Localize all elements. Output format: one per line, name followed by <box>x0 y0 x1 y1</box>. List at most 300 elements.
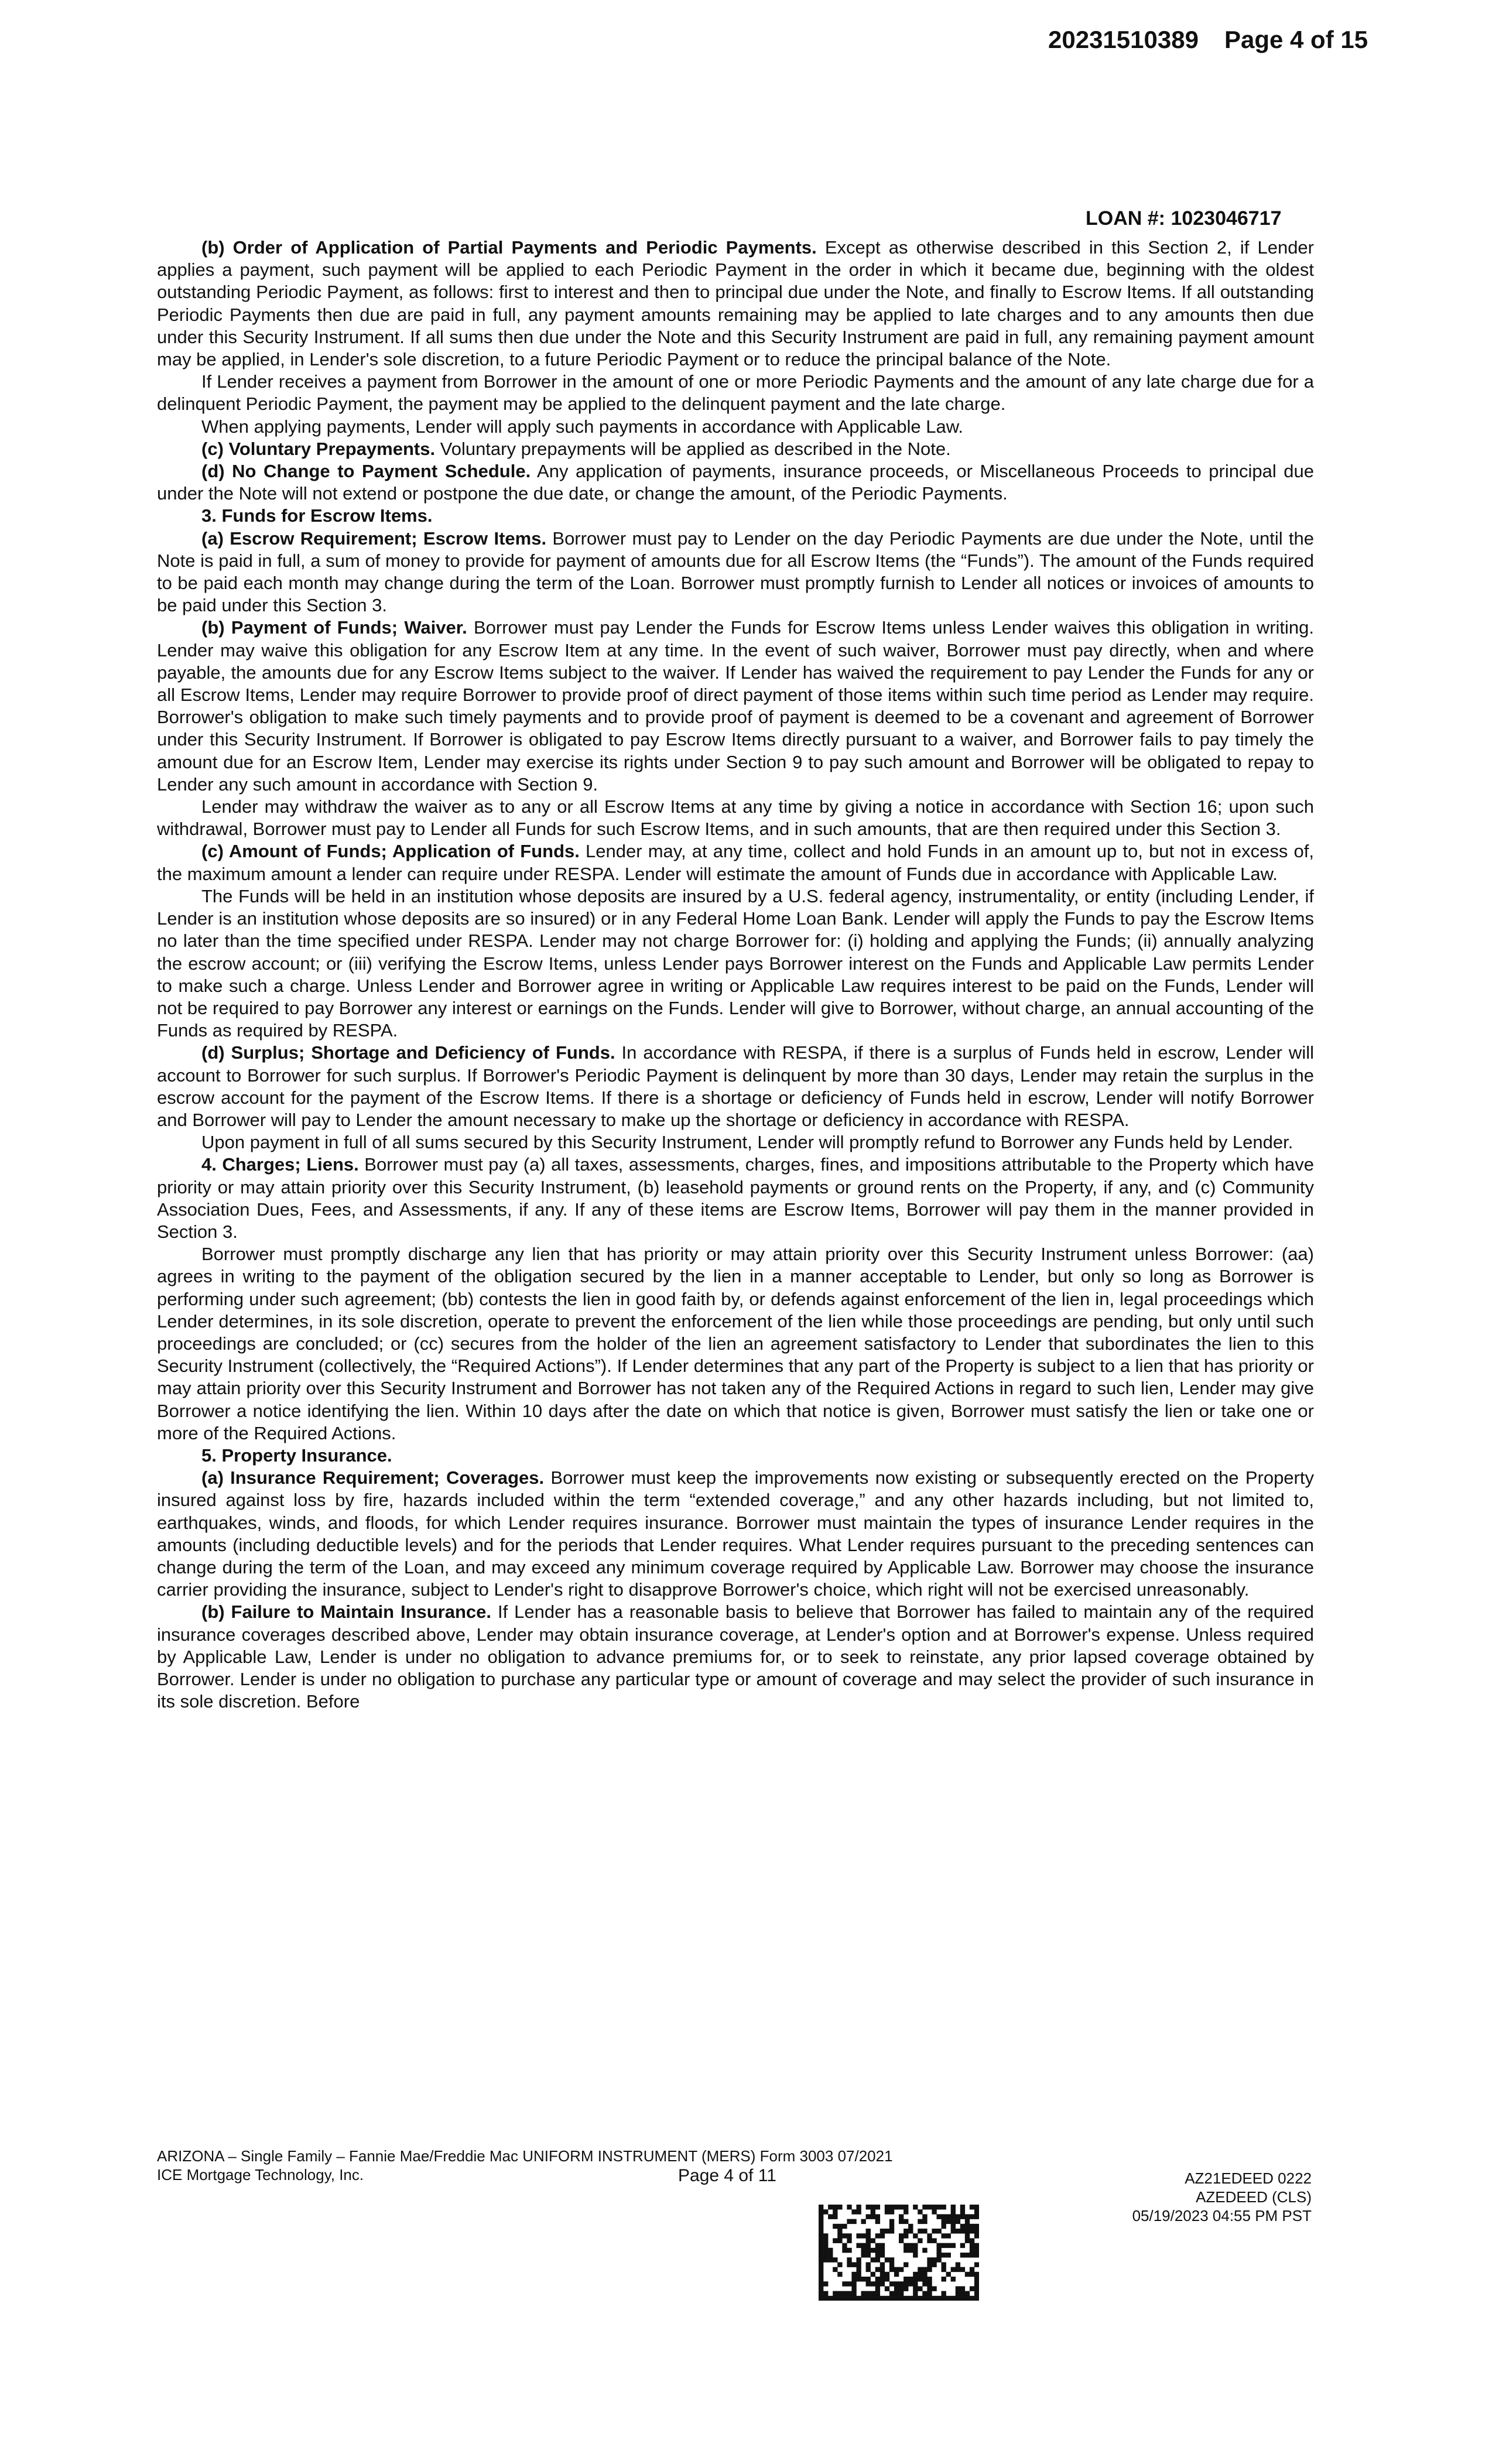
barcode-cell <box>871 2257 875 2263</box>
section-3 <box>157 505 1314 527</box>
barcode-cell <box>866 2267 871 2273</box>
recording-header <box>1048 26 1423 67</box>
barcode-cell <box>974 2262 979 2267</box>
barcode-cell <box>922 2214 927 2219</box>
barcode-cell <box>866 2233 871 2239</box>
section-heading: 5. Property Insurance. <box>201 1445 392 1466</box>
barcode-cell <box>899 2219 903 2225</box>
barcode-cell <box>908 2296 913 2301</box>
barcode-cell <box>936 2214 941 2219</box>
page-count-label: Page 4 of 15 <box>1224 26 1368 53</box>
barcode-cell <box>842 2281 847 2287</box>
barcode-cell <box>885 2205 889 2210</box>
barcode-cell <box>913 2272 918 2277</box>
barcode-cell <box>908 2229 913 2234</box>
barcode-cell <box>942 2219 946 2225</box>
barcode-cell <box>875 2205 880 2210</box>
barcode-cell <box>932 2205 936 2210</box>
barcode-cell <box>960 2286 965 2291</box>
barcode-cell <box>819 2233 823 2239</box>
barcode-cell <box>974 2209 979 2215</box>
paragraph: Borrower must promptly discharge any lien that has priority or may attain priority over this Security Instrument unless Borrower: (aa) agrees in writing to the payment of the obligation secured by the lien in a manner acceptable to Lender, but only so long as Borrower is performing under such agreement; (bb) contests the lien in good faith by, or defends against enforcement of the lien in, legal proceedings which Lender determines, in its sole discretion, operate to prevent the enforcement of the lien while those proceedings are pending, but only until such proceedings are concluded; or (cc) secures from the holder of the lien an agreement satisfactory to Lender that subordinates the lien to this Security Instrument (collectively, the “Required Actions”). If Lender determines that any part of the Property is subject to a lien that has priority or may attain priority over this Security Instrument and Borrower has not taken any of the Required Actions in regard to such lien, Lender may give Borrower a notice identifying the lien. Within 10 days after the date on which that notice is given, Borrower must satisfy the lien or take one or more of the Required Actions. <box>157 1244 1314 1443</box>
barcode-cell <box>861 2291 866 2297</box>
barcode-cell <box>951 2296 956 2301</box>
barcode-cell <box>951 2243 956 2249</box>
barcode-cell <box>899 2233 903 2239</box>
barcode-cell <box>875 2214 880 2219</box>
barcode-cell <box>974 2291 979 2297</box>
barcode-cell <box>861 2296 866 2301</box>
barcode-cell <box>837 2296 842 2301</box>
barcode-cell <box>913 2253 918 2258</box>
barcode-cell <box>942 2277 946 2282</box>
barcode-cell <box>913 2277 918 2282</box>
barcode-cell <box>970 2205 974 2210</box>
barcode-cell <box>880 2253 885 2258</box>
barcode-cell <box>974 2214 979 2219</box>
barcode-cell <box>889 2219 894 2225</box>
barcode-cell <box>970 2238 974 2243</box>
barcode-cell <box>942 2224 946 2229</box>
barcode-cell <box>889 2291 894 2297</box>
barcode-cell <box>894 2291 899 2297</box>
barcode-cell <box>974 2272 979 2277</box>
paragraph: The Funds will be held in an institution whose deposits are insured by a U.S. federal agency, instrumentality, or entity (including Lender, if Lender is an institution whose deposits are so insured) or in any Federal Home Loan Bank. Lender will apply the Funds to pay the Escrow Items no later than the time specified under RESPA. Lender may not charge Borrower for: (i) holding and applying the Funds; (ii) annually analyzing the escrow account; or (iii) verifying the Escrow Items, unless Lender pays Borrower interest on the Funds and Applicable Law permits Lender to make such a charge. Unless Lender and Borrower agree in writing or Applicable Law requires interest to be paid on the Funds, Lender will not be required to pay Borrower any interest or earnings on the Funds. Lender will give to Borrower, without charge, an annual accounting of the Funds as required by RESPA. <box>157 885 1314 1041</box>
section-3c <box>157 840 1314 885</box>
barcode-cell <box>819 2262 823 2267</box>
barcode-cell <box>889 2257 894 2263</box>
barcode-cell <box>922 2296 927 2301</box>
barcode-cell <box>913 2233 918 2239</box>
barcode-cell <box>875 2267 880 2273</box>
barcode-cell <box>866 2262 871 2267</box>
barcode-cell <box>851 2219 856 2225</box>
barcode-cell <box>951 2205 956 2210</box>
barcode-cell <box>918 2272 922 2277</box>
recording-number: 20231510389 <box>1048 26 1199 53</box>
section-heading: 3. Funds for Escrow Items. <box>201 505 433 526</box>
section-heading: (d) Surplus; Shortage and Deficiency of Funds. <box>201 1042 615 1063</box>
section-4 <box>157 1154 1314 1243</box>
barcode-cell <box>899 2286 903 2291</box>
barcode-cell <box>889 2229 894 2234</box>
paragraph: Lender may withdraw the waiver as to any or all Escrow Items at any time by giving a notice in accordance with Section 16; upon such withdrawal, Borrower must pay to Lender all Funds for such Escrow Items, and in such amounts, that are then required under this Section 3. <box>157 796 1314 840</box>
barcode-cell <box>871 2238 875 2243</box>
barcode-cell <box>932 2257 936 2263</box>
barcode-cell <box>819 2253 823 2258</box>
paragraph: If Lender receives a payment from Borrower in the amount of one or more Periodic Payments and the amount of any late charge due for a delinquent Periodic Payment, the payment may be applied to the delinquent payment and the late charge. <box>157 371 1314 415</box>
barcode-cell <box>974 2233 979 2239</box>
barcode-cell <box>889 2281 894 2287</box>
barcode-cell <box>856 2262 861 2267</box>
barcode-cell <box>856 2209 861 2215</box>
section-5 <box>157 1445 1314 1467</box>
section-3d <box>157 1042 1314 1131</box>
barcode-cell <box>927 2238 932 2243</box>
barcode-cell <box>842 2248 847 2253</box>
barcode-cell <box>823 2281 828 2287</box>
barcode-cell <box>885 2277 889 2282</box>
barcode-cell <box>856 2296 861 2301</box>
barcode-cell <box>819 2291 823 2297</box>
barcode-cell <box>866 2291 871 2297</box>
barcode-cell <box>875 2257 880 2263</box>
barcode-cell <box>927 2233 932 2239</box>
barcode-cell <box>880 2272 885 2277</box>
barcode-cell <box>889 2267 894 2273</box>
section-5a <box>157 1467 1314 1601</box>
barcode-cell <box>946 2272 951 2277</box>
barcode-cell <box>942 2243 946 2249</box>
barcode-cell <box>927 2291 932 2297</box>
barcode-cell <box>819 2248 823 2253</box>
barcode-cell <box>956 2286 960 2291</box>
barcode-cell <box>847 2205 851 2210</box>
barcode-cell <box>819 2286 823 2291</box>
barcode-cell <box>903 2277 908 2282</box>
barcode-cell <box>903 2205 908 2210</box>
section-heading: (b) Payment of Funds; Waiver. <box>201 617 467 638</box>
barcode-cell <box>974 2253 979 2258</box>
barcode-cell <box>875 2243 880 2249</box>
barcode-cell <box>885 2296 889 2301</box>
barcode-cell <box>970 2267 974 2273</box>
barcode-cell <box>847 2219 851 2225</box>
barcode-cell <box>942 2205 946 2210</box>
barcode-cell <box>875 2233 880 2239</box>
form-code: AZ21EDEED 0222 <box>1185 2169 1312 2187</box>
barcode-cell <box>842 2233 847 2239</box>
barcode-cell <box>851 2277 856 2282</box>
barcode-cell <box>922 2277 927 2282</box>
barcode-cell <box>965 2238 970 2243</box>
barcode-cell <box>918 2277 922 2282</box>
barcode-cell <box>823 2257 828 2263</box>
barcode-cell <box>956 2219 960 2225</box>
barcode-cell <box>861 2233 866 2239</box>
barcode-cell <box>946 2214 951 2219</box>
barcode-cell <box>828 2214 833 2219</box>
barcode-cell <box>974 2281 979 2287</box>
barcode-cell <box>960 2229 965 2234</box>
barcode-cell <box>932 2296 936 2301</box>
barcode-cell <box>899 2281 903 2287</box>
barcode-cell <box>956 2267 960 2273</box>
barcode-cell <box>871 2291 875 2297</box>
barcode-cell <box>871 2281 875 2287</box>
barcode-cell <box>889 2296 894 2301</box>
barcode-cell <box>871 2272 875 2277</box>
barcode-cell <box>894 2272 899 2277</box>
section-3a <box>157 528 1314 617</box>
barcode-cell <box>936 2248 941 2253</box>
barcode-cell <box>951 2209 956 2215</box>
section-2d <box>157 460 1314 505</box>
barcode-cell <box>871 2248 875 2253</box>
barcode-cell <box>847 2296 851 2301</box>
barcode-cell <box>861 2253 866 2258</box>
barcode-cell <box>837 2205 842 2210</box>
section-heading: 4. Charges; Liens. <box>201 1154 359 1175</box>
barcode-cell <box>880 2243 885 2249</box>
barcode-cell <box>970 2286 974 2291</box>
barcode-cell <box>932 2262 936 2267</box>
barcode-cell <box>908 2277 913 2282</box>
barcode-cell <box>833 2267 837 2273</box>
barcode-cell <box>903 2219 908 2225</box>
barcode-cell <box>837 2229 842 2234</box>
barcode-cell <box>908 2243 913 2249</box>
barcode-cell <box>974 2286 979 2291</box>
barcode-cell <box>823 2291 828 2297</box>
barcode-cell <box>885 2229 889 2234</box>
section-heading: (a) Escrow Requirement; Escrow Items. <box>201 528 547 549</box>
section-5b <box>157 1601 1314 1713</box>
barcode-cell <box>866 2253 871 2258</box>
barcode-cell <box>936 2253 941 2258</box>
barcode-cell <box>842 2296 847 2301</box>
barcode-cell <box>913 2248 918 2253</box>
barcode-cell <box>899 2238 903 2243</box>
barcode-cell <box>833 2238 837 2243</box>
barcode-cell <box>889 2209 894 2215</box>
barcode-cell <box>819 2257 823 2263</box>
footer-right <box>1089 2169 1312 2225</box>
barcode-cell <box>903 2243 908 2249</box>
section-heading: (d) No Change to Payment Schedule. <box>201 461 531 482</box>
barcode-cell <box>866 2238 871 2243</box>
section-3b <box>157 617 1314 796</box>
barcode-cell <box>946 2296 951 2301</box>
barcode-cell <box>913 2291 918 2297</box>
barcode-cell <box>927 2205 932 2210</box>
barcode-cell <box>951 2277 956 2282</box>
barcode-cell <box>889 2262 894 2267</box>
barcode-cell <box>974 2243 979 2249</box>
barcode-cell <box>894 2267 899 2273</box>
barcode-cell <box>965 2219 970 2225</box>
barcode-cell <box>823 2296 828 2301</box>
barcode-cell <box>833 2209 837 2215</box>
section-heading: (b) Order of Application of Partial Payments and Periodic Payments. <box>201 237 817 258</box>
barcode-cell <box>828 2253 833 2258</box>
barcode-cell <box>927 2257 932 2263</box>
barcode-cell <box>819 2229 823 2234</box>
barcode-cell <box>823 2209 828 2215</box>
barcode-cell <box>927 2277 932 2282</box>
barcode-cell <box>866 2277 871 2282</box>
barcode-cell <box>960 2296 965 2301</box>
barcode-cell <box>951 2229 956 2234</box>
barcode-cell <box>899 2205 903 2210</box>
barcode-cell <box>875 2296 880 2301</box>
barcode-cell <box>960 2214 965 2219</box>
barcode-cell <box>965 2253 970 2258</box>
barcode-cell <box>823 2253 828 2258</box>
barcode-cell <box>894 2286 899 2291</box>
section-heading: (a) Insurance Requirement; Coverages. <box>201 1467 545 1488</box>
barcode-cell <box>942 2262 946 2267</box>
paragraph-text: Any application of payments, insurance proceeds, or Miscellaneous Proceeds to principal due under the Note will not extend or postpone the due date, or change the amount, of the Periodic Payments. <box>157 461 1315 504</box>
barcode-cell <box>847 2257 851 2263</box>
barcode-cell <box>922 2281 927 2287</box>
barcode-cell <box>875 2286 880 2291</box>
barcode-cell <box>847 2248 851 2253</box>
barcode-cell <box>880 2281 885 2287</box>
barcode-cell <box>819 2205 823 2210</box>
barcode-cell <box>960 2224 965 2229</box>
barcode-cell <box>965 2296 970 2301</box>
barcode-cell <box>913 2243 918 2249</box>
barcode-cell <box>946 2253 951 2258</box>
barcode-cell <box>932 2209 936 2215</box>
barcode-cell <box>970 2243 974 2249</box>
barcode-cell <box>918 2219 922 2225</box>
barcode-cell <box>918 2238 922 2243</box>
barcode-cell <box>875 2281 880 2287</box>
barcode-cell <box>965 2272 970 2277</box>
barcode-cell <box>889 2224 894 2229</box>
barcode-cell <box>927 2267 932 2273</box>
barcode-cell <box>927 2286 932 2291</box>
barcode-cell <box>927 2262 932 2267</box>
paragraph-text: Borrower must pay (a) all taxes, assessments, charges, fines, and impositions attributable to the Property which have priority or may attain priority over this Security Instrument, (b) leasehold payments or ground rents on the Property, if any, and (c) Community Association Dues, Fees, and Assessments, if any. If any of these items are Escrow Items, Borrower will pay them in the manner provided in Section 3. <box>157 1154 1314 1242</box>
barcode-cell <box>880 2267 885 2273</box>
barcode-cell <box>894 2281 899 2287</box>
barcode-cell <box>823 2238 828 2243</box>
barcode-cell <box>861 2219 866 2225</box>
barcode-cell <box>828 2296 833 2301</box>
barcode-cell <box>819 2281 823 2287</box>
barcode-cell <box>889 2205 894 2210</box>
barcode-cell <box>856 2267 861 2273</box>
barcode-cell <box>932 2238 936 2243</box>
barcode-cell <box>856 2205 861 2210</box>
barcode-cell <box>903 2281 908 2287</box>
barcode-cell <box>974 2229 979 2234</box>
barcode-cell <box>819 2219 823 2225</box>
section-heading: (c) Voluntary Prepayments. <box>201 438 436 459</box>
barcode-cell <box>819 2214 823 2219</box>
barcode-cell <box>965 2224 970 2229</box>
barcode-cell <box>903 2233 908 2239</box>
barcode-cell <box>880 2296 885 2301</box>
barcode-cell <box>956 2262 960 2267</box>
section-2b <box>157 237 1314 371</box>
barcode-cell <box>942 2253 946 2258</box>
barcode-cell <box>942 2296 946 2301</box>
barcode-cell <box>913 2281 918 2287</box>
barcode-cell <box>885 2257 889 2263</box>
barcode-cell <box>970 2272 974 2277</box>
barcode-cell <box>871 2214 875 2219</box>
barcode-cell <box>847 2262 851 2267</box>
barcode-cell <box>927 2296 932 2301</box>
barcode-cell <box>833 2214 837 2219</box>
barcode-cell <box>899 2214 903 2219</box>
barcode-cell <box>936 2296 941 2301</box>
barcode-cell <box>856 2233 861 2239</box>
barcode-cell <box>908 2281 913 2287</box>
barcode-cell <box>851 2281 856 2287</box>
barcode-cell <box>970 2224 974 2229</box>
paragraph-text: Borrower must keep the improvements now existing or subsequently erected on the Property insured against loss by fire, hazards included within the term “extended coverage,” and any other hazards including, but not limited to, earthquakes, winds, and floods, for which Lender requires insurance. Borrower must maintain the types of insurance Lender requires in the amounts (including deductible levels) and for the periods that Lender requires. What Lender requires pursuant to the preceding sentences can change during the term of the Loan, and may exceed any minimum coverage required by Applicable Law. Borrower may choose the insurance carrier providing the insurance, subject to Lender's right to disapprove Borrower's choice, which right will not be exercised unreasonably. <box>157 1467 1314 1600</box>
paragraph-text: Voluntary prepayments will be applied as described in the Note. <box>440 438 951 459</box>
barcode-cell <box>956 2214 960 2219</box>
barcode-cell <box>974 2224 979 2229</box>
barcode-cell <box>918 2286 922 2291</box>
barcode-cell <box>875 2253 880 2258</box>
barcode-cell <box>871 2296 875 2301</box>
barcode-cell <box>837 2224 842 2229</box>
barcode-cell <box>942 2291 946 2297</box>
barcode-cell <box>942 2233 946 2239</box>
barcode-cell <box>974 2248 979 2253</box>
paragraph: When applying payments, Lender will apply such payments in accordance with Applicable Law. <box>201 416 964 437</box>
barcode-cell <box>875 2219 880 2225</box>
barcode-cell <box>974 2277 979 2282</box>
barcode-cell <box>913 2205 918 2210</box>
barcode-cell <box>847 2233 851 2239</box>
barcode-cell <box>851 2262 856 2267</box>
barcode-cell <box>880 2277 885 2282</box>
barcode-cell <box>927 2281 932 2287</box>
barcode-cell <box>908 2248 913 2253</box>
barcode-cell <box>819 2272 823 2277</box>
barcode-cell <box>956 2229 960 2234</box>
barcode-cell <box>936 2257 941 2263</box>
barcode-cell <box>823 2248 828 2253</box>
barcode-cell <box>885 2272 889 2277</box>
barcode-cell <box>861 2243 866 2249</box>
barcode-cell <box>960 2291 965 2297</box>
barcode-cell <box>847 2291 851 2297</box>
barcode-cell <box>866 2214 871 2219</box>
paragraph-text: In accordance with RESPA, if there is a surplus of Funds held in escrow, Lender will account to Borrower for such surplus. If Borrower's Periodic Payment is delinquent by more than 30 days, Lender may retain the surplus in the escrow account for the payment of the Escrow Items. If there is a shortage or deficiency of Funds held in escrow, Lender will notify Borrower and Borrower will pay to Lender the amount necessary to make up the shortage or deficiency in accordance with RESPA. <box>157 1042 1314 1130</box>
barcode-cell <box>875 2291 880 2297</box>
page-number: Page 4 of 11 <box>678 2166 776 2185</box>
barcode-cell <box>974 2296 979 2301</box>
barcode-cell <box>922 2219 927 2225</box>
barcode-cell <box>894 2296 899 2301</box>
paragraph-text: Borrower must pay Lender the Funds for Escrow Items unless Lender waives this obligation in writing. Lender may waive this obligation for any Escrow Item at any time. In the event of such waiver, Borrower must pay directly, when and where payable, the amounts due for any Escrow Items subject to the waiver. If Lender has waived the requirement to pay Lender the Funds for any or all Escrow Items, Lender may require Borrower to provide proof of direct payment of those items within such time period as Lender may require. Borrower's obligation to make such timely payments and to provide proof of payment is deemed to be a covenant and agreement of Borrower under this Security Instrument. If Borrower is obligated to pay Escrow Items directly pursuant to a waiver, and Borrower fails to pay timely the amount due for an Escrow Item, Lender may exercise its rights under Section 9 to pay such amount and Borrower will be obligated to repay to Lender any such amount in accordance with Section 9. <box>157 617 1314 795</box>
barcode-cell <box>970 2296 974 2301</box>
barcode-cell <box>903 2286 908 2291</box>
barcode-cell <box>871 2205 875 2210</box>
barcode-cell <box>866 2281 871 2287</box>
barcode-cell <box>918 2296 922 2301</box>
barcode-cell <box>819 2224 823 2229</box>
form-code-2: AZEDEED (CLS) <box>1196 2188 1312 2206</box>
barcode-cell <box>837 2262 842 2267</box>
barcode-cell <box>828 2257 833 2263</box>
barcode-cell <box>956 2296 960 2301</box>
barcode-cell <box>960 2267 965 2273</box>
barcode-cell <box>861 2248 866 2253</box>
paragraph: Upon payment in full of all sums secured by this Security Instrument, Lender will promptly refund to Borrower any Funds held by Lender. <box>201 1132 1293 1153</box>
barcode-cell <box>885 2286 889 2291</box>
barcode-cell <box>875 2277 880 2282</box>
barcode-cell <box>833 2296 837 2301</box>
barcode-cell <box>856 2272 861 2277</box>
barcode-cell <box>903 2296 908 2301</box>
barcode-cell <box>866 2229 871 2234</box>
barcode-cell <box>918 2209 922 2215</box>
barcode-cell <box>970 2253 974 2258</box>
barcode-cell <box>974 2205 979 2210</box>
barcode-cell <box>819 2238 823 2243</box>
section-2c <box>157 438 1314 460</box>
